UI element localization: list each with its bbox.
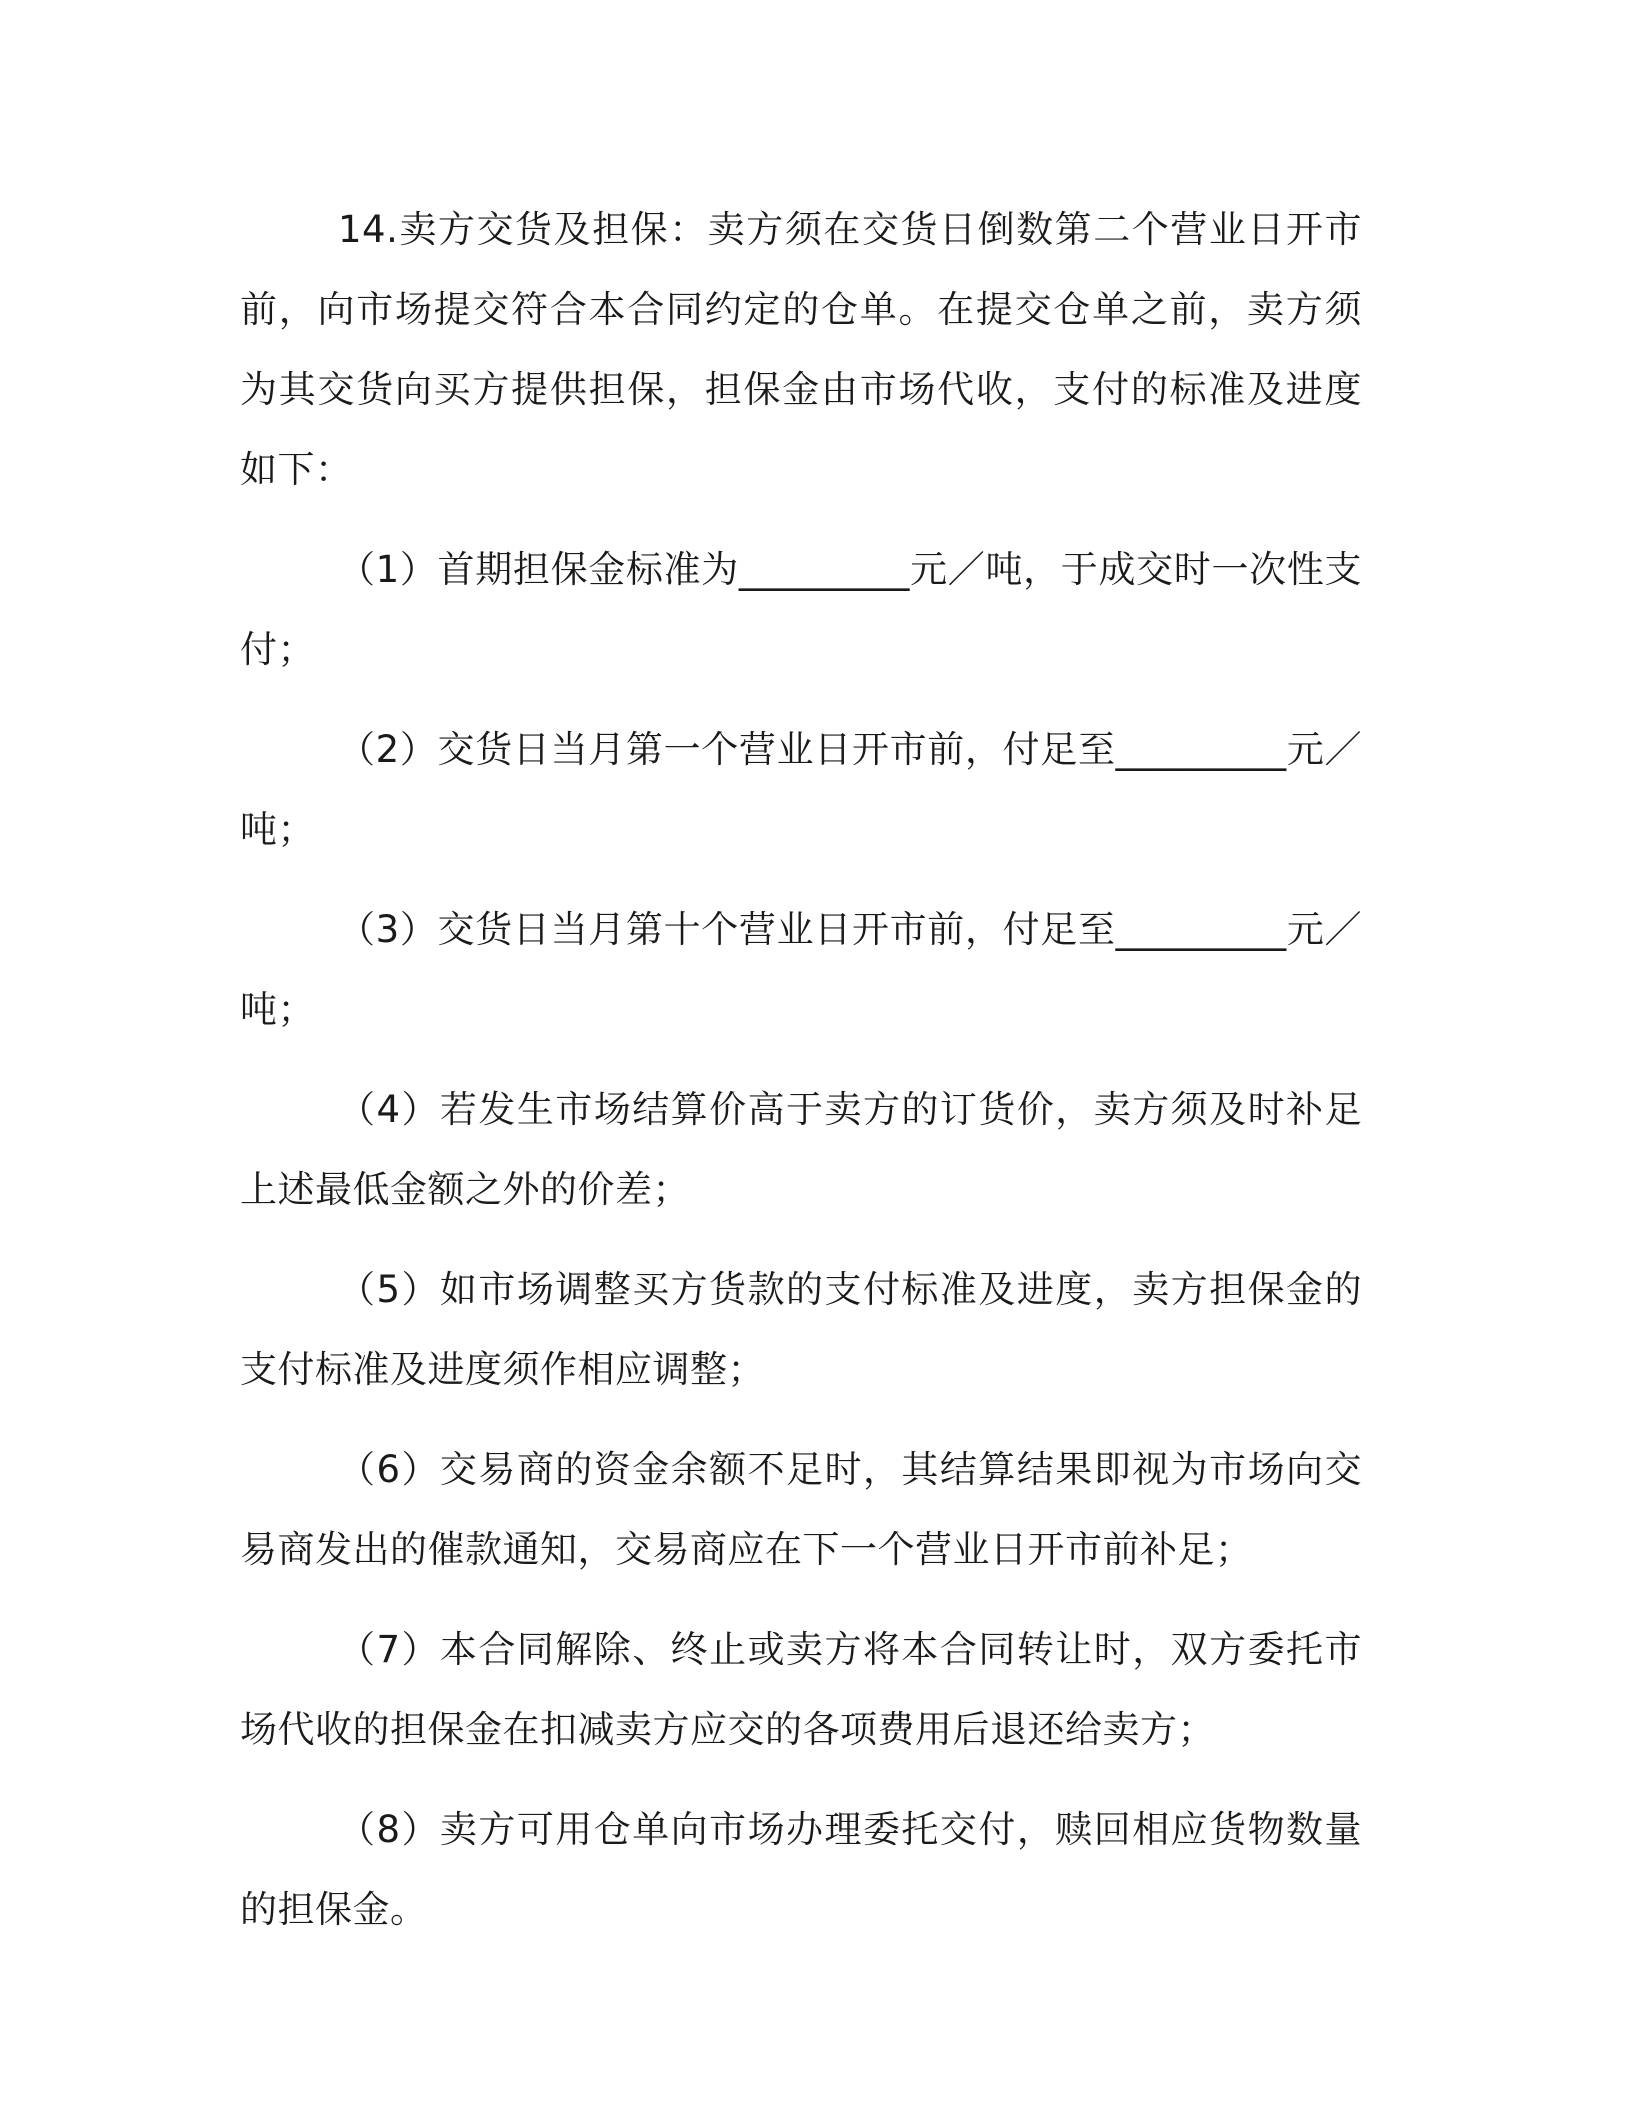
- clause-item-3: （3）交货日当月第十个营业日开市前，付足至_________元／吨；: [240, 908, 1362, 1031]
- clause-item-4: （4）若发生市场结算价高于卖方的订货价，卖方须及时补足上述最低金额之外的价差；: [240, 1088, 1362, 1211]
- clause-item-8: （8）卖方可用仓单向市场办理委托交付，赎回相应货物数量的担保金。: [240, 1808, 1362, 1931]
- clause-item-2: （2）交货日当月第一个营业日开市前，付足至_________元／吨；: [240, 728, 1362, 851]
- clause-item-6: （6）交易商的资金余额不足时，其结算结果即视为市场向交易商发出的催款通知，交易商应在下一个营业日开市前补足；: [240, 1448, 1362, 1571]
- clause-item-5: （5）如市场调整买方货款的支付标准及进度，卖方担保金的支付标准及进度须作相应调整；: [240, 1268, 1362, 1391]
- document-body: [240, 190, 1362, 1950]
- clause-item-1: （1）首期担保金标准为_________元／吨，于成交时一次性支付；: [240, 548, 1362, 671]
- clause-14-intro: 14.卖方交货及担保：卖方须在交货日倒数第二个营业日开市前，向市场提交符合本合同约定的仓单。在提交仓单之前，卖方须为其交货向买方提供担保，担保金由市场代收，支付的标准及进度如下：: [240, 208, 1362, 491]
- clause-item-7: （7）本合同解除、终止或卖方将本合同转让时，双方委托市场代收的担保金在扣减卖方应交的各项费用后退还给卖方；: [240, 1628, 1362, 1751]
